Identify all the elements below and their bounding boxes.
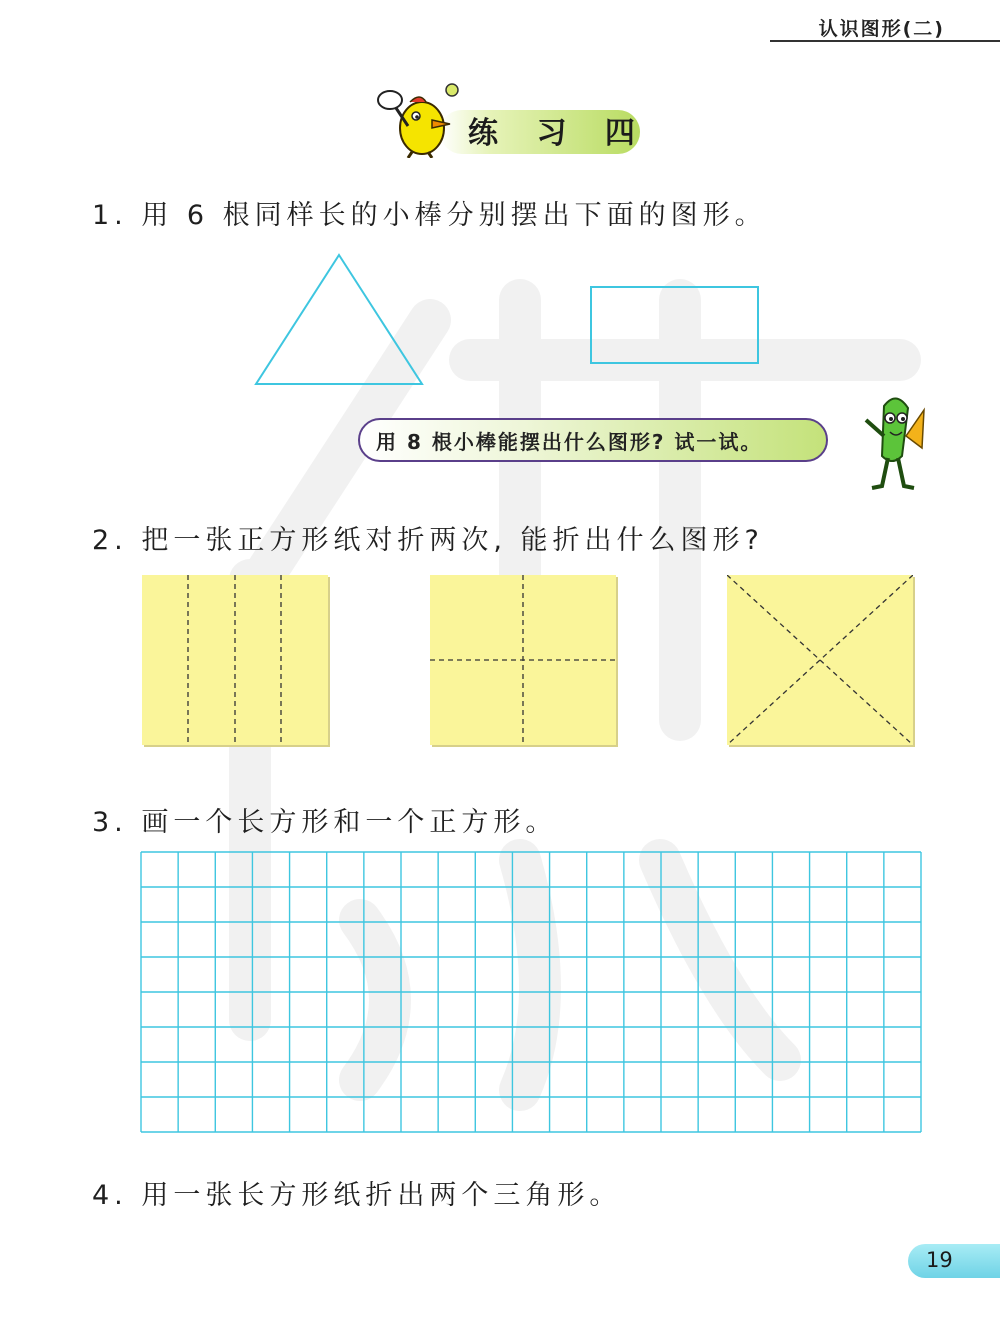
header-rule (770, 40, 1000, 42)
pencil-mascot-icon (846, 386, 926, 496)
page-number-tab (908, 1244, 1000, 1278)
fold-lines-diagonal (727, 575, 913, 745)
question-1: 1. 用 6 根同样长的小棒分别摆出下面的图形。 (92, 200, 767, 231)
drawing-grid[interactable] (140, 851, 922, 1135)
question-4: 4. 用一张长方形纸折出两个三角形。 (92, 1180, 622, 1211)
folded-paper-cross (430, 575, 616, 745)
page-number: 19 (926, 1248, 953, 1272)
question-3: 3. 画一个长方形和一个正方形。 (92, 807, 558, 838)
folded-paper-diagonal (727, 575, 913, 745)
fold-lines-vertical (142, 575, 328, 745)
rectangle-figure (588, 284, 763, 366)
chick-mascot-icon (360, 82, 460, 158)
hint-bubble-text: 用 8 根小棒能摆出什么图形? 试一试。 (376, 430, 763, 454)
folded-paper-vertical (142, 575, 328, 745)
question-2: 2. 把一张正方形纸对折两次, 能折出什么图形? (92, 525, 764, 556)
exercise-title: 练 习 四 (468, 116, 649, 151)
triangle-figure (250, 248, 430, 388)
chapter-title: 认识图形(二) (818, 18, 945, 40)
fold-lines-cross (430, 575, 616, 745)
